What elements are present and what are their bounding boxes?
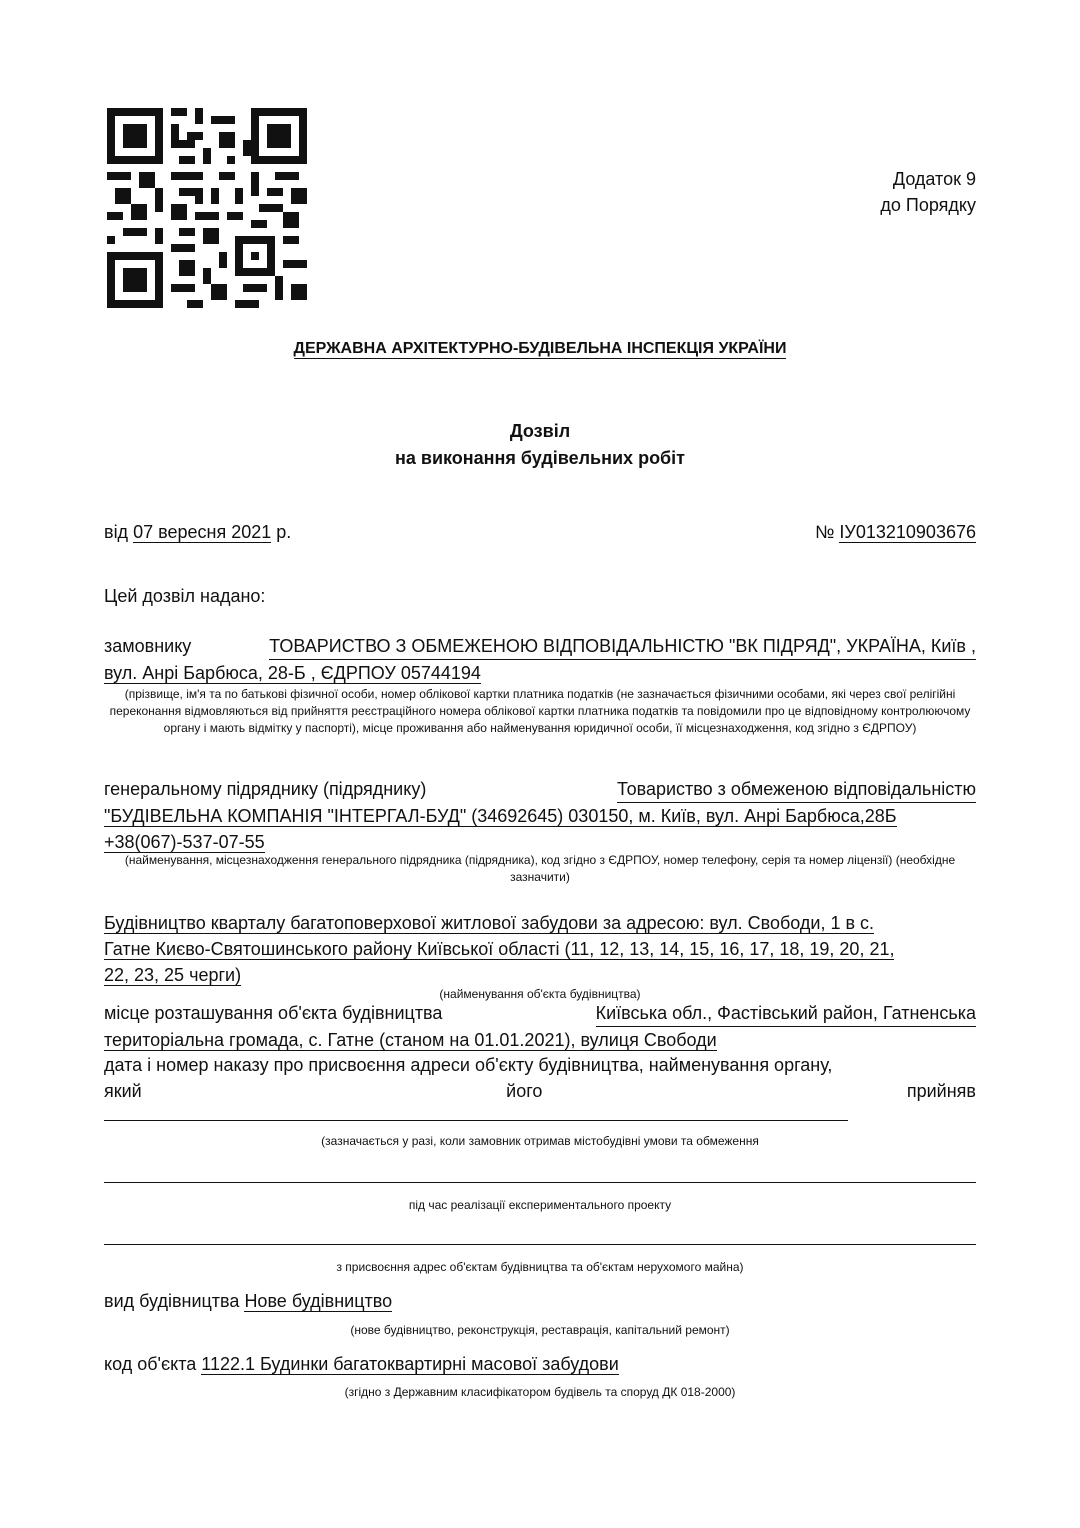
construction-type-value: Нове будівництво <box>244 1291 393 1311</box>
permit-date <box>104 522 291 543</box>
address-order-block <box>104 1052 976 1104</box>
construction-type-note: (нове будівництво, реконструкція, реставрація, капітальний ремонт) <box>350 1323 730 1337</box>
customer-note: (прізвище, ім'я та по батькові фізичної особи, номер облікової картки платника податків (не зазначається фізичними особами, які через свої релігійні переконання відмовляються від прийняття реєстраційного номера облікової картки платника податків та повідомили про це відповідному контролюючому органу і мають відмітку у паспорті), місце проживання або найменування юридичної особи, її місцезнаходження, код згідно з ЄДРПОУ) <box>109 687 971 735</box>
permit-number <box>815 522 976 543</box>
blank-line-1 <box>104 1120 848 1121</box>
object-block <box>104 910 976 988</box>
date-suffix: р. <box>276 522 292 542</box>
object-note: (найменування об'єкта будівництва) <box>439 987 641 1001</box>
title-line2: на виконання будівельних робіт <box>395 448 685 468</box>
address-order-note3: з присвоєння адрес об'єктам будівництва та об'єктам нерухомого майна) <box>336 1260 744 1274</box>
address-order-word3: прийняв <box>906 1081 976 1101</box>
address-order-line1: дата і номер наказу про присвоєння адреси об'єкту будівництва, найменування органу, <box>104 1055 833 1075</box>
contractor-value-line3: +38(067)-537-07-55 <box>104 832 265 852</box>
customer-value-line1: ТОВАРИСТВО З ОБМЕЖЕНОЮ ВІДПОВІДАЛЬНІСТЮ "ВК ПІДРЯД", УКРАЇНА, Київ , <box>269 633 976 660</box>
address-order-note2: під час реалізації експериментального проекту <box>408 1198 672 1212</box>
location-label: місце розташування об'єкта будівництва <box>104 1003 443 1023</box>
number-prefix: № <box>815 522 835 542</box>
location-value-line1: Київська обл., Фастівський район, Гатненська <box>596 1000 976 1027</box>
object-value-line3: 22, 23, 25 черги) <box>104 965 242 985</box>
contractor-label: генеральному підряднику (підряднику) <box>104 779 427 799</box>
address-order-word1: який <box>104 1081 142 1101</box>
authority-name: ДЕРЖАВНА АРХІТЕКТУРНО-БУДІВЕЛЬНА ІНСПЕКЦІЯ УКРАЇНИ <box>293 340 787 357</box>
object-code-row <box>104 1354 619 1375</box>
customer-label: замовнику <box>104 636 192 656</box>
object-value-line2: Гатне Києво-Святошинського району Київської області (11, 12, 13, 14, 15, 16, 17, 18, 19, 20, 21, <box>104 939 895 959</box>
object-code-note: (згідно з Державним класифікатором будівель та споруд ДК 018-2000) <box>344 1385 736 1399</box>
date-prefix: від <box>104 522 129 542</box>
blank-line-2 <box>104 1182 976 1183</box>
location-block <box>104 1000 976 1053</box>
annex-line2: до Порядку <box>880 195 976 215</box>
address-order-note1: (зазначається у разі, коли замовник отримав містобудівні умови та обмеження <box>321 1134 759 1148</box>
authority-heading <box>0 340 1080 358</box>
object-code-value: 1122.1 Будинки багатоквартирні масової забудови <box>201 1354 619 1374</box>
qr-code <box>107 108 307 308</box>
location-value-line2: територіальна громада, с. Гатне (станом на 01.01.2021), вулиця Свободи <box>104 1030 717 1050</box>
document-title <box>0 418 1080 472</box>
annex-line1: Додаток 9 <box>892 169 976 189</box>
contractor-block <box>104 776 976 855</box>
object-code-label: код об'єкта <box>104 1354 197 1374</box>
object-value-line1: Будівництво кварталу багатоповерхової житлової забудови за адресою: вул. Свободи, 1 в с. <box>104 913 875 933</box>
number-value: ІУ013210903676 <box>839 522 976 542</box>
contractor-value-line1: Товариство з обмеженою відповідальністю <box>617 776 976 803</box>
blank-line-3 <box>104 1244 976 1245</box>
construction-type-label: вид будівництва <box>104 1291 240 1311</box>
construction-type-row <box>104 1291 392 1312</box>
contractor-value-line2: "БУДІВЕЛЬНА КОМПАНІЯ "ІНТЕРГАЛ-БУД" (34692645) 030150, м. Київ, вул. Анрі Барбюса,28Б <box>104 806 897 826</box>
date-value: 07 вересня 2021 <box>133 522 272 542</box>
granted-label: Цей дозвіл надано: <box>104 586 266 606</box>
contractor-note: (найменування, місцезнаходження генерального підрядника (підрядника), код згідно з ЄДРПОУ, номер телефону, серія та номер ліцензії) (необхідне зазначити) <box>124 853 956 884</box>
customer-block <box>104 633 976 686</box>
title-line1: Дозвіл <box>509 421 571 441</box>
customer-value-line2: вул. Анрі Барбюса, 28-Б , ЄДРПОУ 05744194 <box>104 663 481 683</box>
annex-header <box>880 166 976 218</box>
address-order-word2: його <box>506 1081 543 1101</box>
